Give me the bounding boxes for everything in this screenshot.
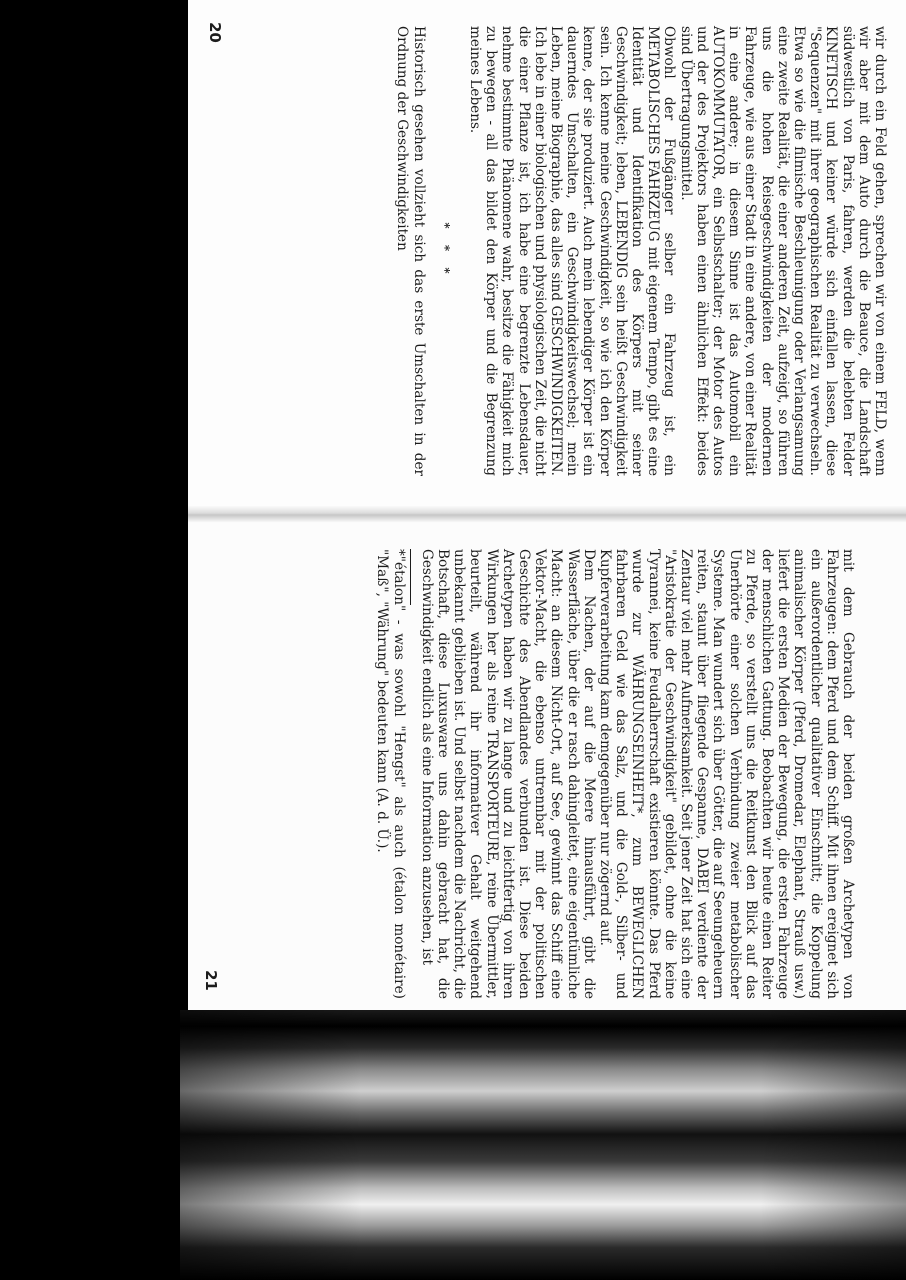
page-20-text xyxy=(394,26,888,476)
footnote: *"étalon" - was sowohl "Hengst" als auch (étalon monétaire) "Maß", "Währung" bedeuten kann (A. d. Ü.). xyxy=(374,549,407,999)
page-number: 20 xyxy=(206,22,224,43)
book-page-20 xyxy=(188,0,906,505)
scan-background xyxy=(0,0,188,1280)
paragraph: Dem Nachen, der auf die Meere hinausführt, gibt die Wasserfläche, über die er rasch dahingleitet, eine eigentümliche Macht: an diesem Nicht-Ort, auf See, gewinnt das Schiff eine Vektor-Macht, die ebenso untrennbar mit der politischen Geschichte des Abendlandes verbunden ist. Diese beiden Archetypen haben wir zu lange und zu leichtfertig von ihren Wirkungen her als reine TRANSPORTEURE, reine Übermittler, beurteilt, während ihr informativer Gehalt weitgehend unbekannt geblieben ist. Und selbst nachdem die Nachricht, die Botschaft, diese Luxusware uns dahin gebracht hat, die Geschwindigkeit endlich als eine Information anzusehen, ist xyxy=(418,549,597,999)
book-page-21 xyxy=(188,523,906,1010)
paragraph: Historisch gesehen vollzieht sich das erste Umschalten in der Ordnung der Geschwindigkeiten xyxy=(394,26,427,476)
paragraph: wir durch ein Feld gehen, sprechen wir von einem FELD, wenn wir aber mit dem Auto durch die Beauce, die Landschaft südwestlich von Paris, fahren, werden die belebten Felder KINETISCH und keiner würde sich einfallen lassen, diese "Sequenzen" mit ihrer geographischen Realität zu verwechseln. Etwa so wie die filmische Beschleunigung oder Verlangsamung eine zweite Realität, die einer anderen Zeit, aufzeigt, so führen uns die hohen Reisegeschwindigkeiten der modernen Fahrzeuge, wie aus einer Stadt in eine andere, von einer Realität in eine andere; in diesem Sinne ist das Automobil ein AUTOKOMMUTATOR, ein Selbstschalter; der Motor des Autos und der des Projektors haben einen ähnlichen Effekt: beides sind Übertragungsmittel. xyxy=(677,26,888,476)
footnote-divider xyxy=(410,549,411,605)
paragraph: mit dem Gebrauch der beiden großen Archetypen von Fahrzeugen: dem Pferd und dem Schiff. Mit ihnen ereignet sich ein außerordentlicher qualitativer Einschnitt; die Koppelung animalischer Körper (Pferd, Dromedar, Elephant, Strauß usw.) liefert die ersten Medien der Bewegung, die ersten Fahrzeuge der menschlichen Gattung. Beobachten wir heute einen Reiter zu Pferde, so verstellt uns die Reitkunst den Blick auf das Unerhörte einer solchen Verbindung zweier metabolischer Systeme. Man wundert sich über Götter, die auf Seeungeheuern reiten, staunt über fliegende Gespanne, DABEI verdiente der Zentaur viel mehr Aufmerksamkeit. Seit jener Zeit hat sich eine "Aristokratie der Geschwindigkeit" gebildet, ohne die keine Tyrannei, keine Feudalherrschaft existieren könnte. Das Pferd wurde zur WÄHRUNGSEINHEIT*, zum BEWEGLICHEN fahrbaren Geld wie das Salz, und die Gold-, Silber- und Kupferverarbeitung kam demgegenüber nur zögernd auf. xyxy=(596,549,856,999)
page-21-rotated xyxy=(188,523,906,1010)
book-spine xyxy=(188,505,906,523)
page-21-text xyxy=(374,549,856,999)
scanner-glare xyxy=(180,1010,906,1280)
section-separator: * * * xyxy=(437,222,452,280)
paragraph: Obwohl der Fußgänger selber ein Fahrzeug ist, ein METABOLISCHES FAHRZEUG mit eigenem Tempo, gibt es eine Identität und Identifikation des Körpers mit seiner Geschwindigkeit; leben, LEBENDIG sein heißt Geschwindigkeit sein. Ich kenne meine Geschwindigkeit, so wie ich den Körper kenne, der sie produziert. Auch mein lebendiger Körper ist ein dauerndes Umschalten, ein Geschwindigkeitswechsel; mein Leben, meine Biographie, das alles sind GESCHWINDIGKEITEN. Ich lebe in einer biologischen und physiologischen Zeit, die nicht die einer Pflanze ist, ich habe eine begrenzte Lebensdauer, nehme bestimmte Phänomene wahr, besitze die Fähigkeit mich zu bewegen - all das bildet den Körper und die Begrenzung meines Lebens. xyxy=(466,26,678,476)
page-number: 21 xyxy=(202,970,220,991)
page-20-rotated xyxy=(188,0,906,505)
